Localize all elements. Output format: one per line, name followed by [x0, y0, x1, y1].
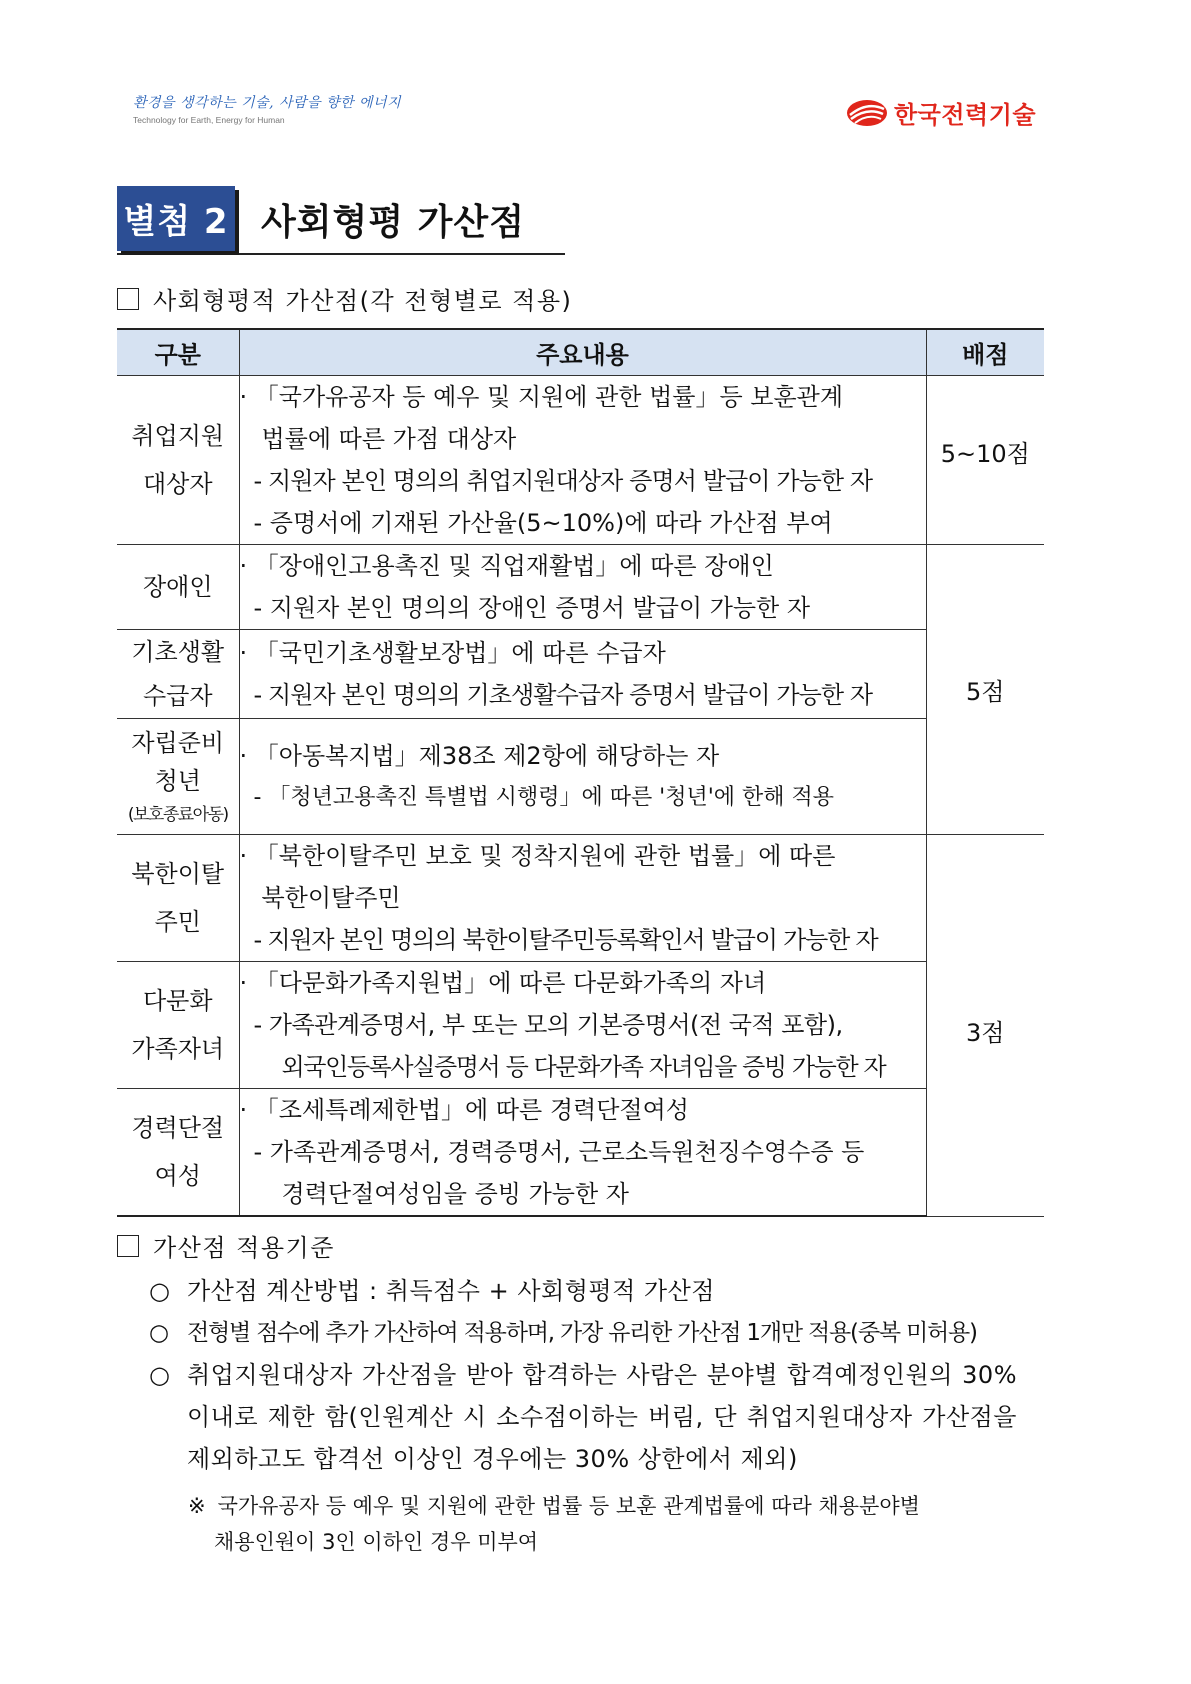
table-row	[117, 719, 1044, 835]
table-row	[117, 1089, 1044, 1217]
rule-text: 가산점 계산방법 : 취득점수 + 사회형평적 가산점	[187, 1277, 715, 1305]
category-line: 주민	[154, 908, 201, 936]
content-line: 북한이탈주민	[261, 884, 401, 912]
content-line: · 「아동복지법」제38조 제2항에 해당하는 자	[239, 741, 720, 770]
page-title	[117, 186, 565, 255]
list-item	[117, 1312, 1087, 1354]
category-line: 북한이탈	[131, 860, 225, 888]
circle-bullet-icon: ○	[149, 1361, 171, 1389]
note-line: 채용인원이 3인 이하인 경우 미부여	[214, 1530, 539, 1554]
category-line: 경력단절	[131, 1114, 225, 1142]
rule-text: 전형별 점수에 추가 가산하여 적용하며, 가장 유리한 가산점 1개만 적용(중복 미허용)	[187, 1320, 977, 1346]
row-category	[117, 545, 239, 630]
row-content	[239, 719, 926, 835]
section-heading-text: 사회형평적 가산점(각 전형별로 적용)	[153, 287, 573, 315]
rule-text: 취업지원대상자 가산점을 받아 합격하는 사람은 분야별 합격예정인원의 30% 이내로 제한 함(인원계산 시 소수점이하는 버림, 단 취업지원대상자 가산점을 제외하고도 합격선 이상인 경우에는 30% 상한에서 제외)	[187, 1361, 1017, 1473]
content-line: - 「청년고용촉진 특별법 시행령」에 따른 '청년'에 한해 적용	[253, 784, 835, 810]
content-line: 경력단절여성임을 증빙 가능한 자	[281, 1180, 629, 1208]
row-content	[239, 630, 926, 719]
slogan-block	[133, 92, 401, 125]
category-line: 다문화	[142, 987, 213, 1015]
footnote	[188, 1488, 1088, 1560]
content-line: · 「장애인고용촉진 및 직업재활법」에 따른 장애인	[239, 552, 774, 580]
content-line: - 가족관계증명서, 경력증명서, 근로소득원천징수영수증 등	[253, 1138, 865, 1166]
slogan: 환경을 생각하는 기술, 사람을 향한 에너지	[133, 95, 402, 111]
note-mark: ※	[188, 1494, 206, 1518]
header-score: 배점	[926, 329, 1044, 376]
category-line: 기초생활	[131, 638, 225, 666]
list-item	[117, 1354, 1017, 1480]
category-line: 수급자	[142, 682, 213, 710]
content-line: - 지원자 본인 명의의 장애인 증명서 발급이 가능한 자	[253, 594, 811, 622]
table-row	[117, 630, 1044, 719]
attachment-badge: 별첨 2	[117, 186, 235, 251]
row-category	[117, 719, 239, 835]
circle-bullet-icon: ○	[149, 1277, 171, 1305]
category-line: 장애인	[142, 573, 213, 601]
content-line: · 「다문화가족지원법」에 따른 다문화가족의 자녀	[239, 969, 767, 997]
category-line: 여성	[154, 1162, 201, 1190]
circle-bullet-icon: ○	[149, 1320, 168, 1346]
checkbox-icon	[117, 1235, 139, 1257]
row-score: 5~10점	[926, 376, 1044, 545]
content-line: 외국인등록사실증명서 등 다문화가족 자녀임을 증빙 가능한 자	[281, 1053, 886, 1081]
content-line: - 가족관계증명서, 부 또는 모의 기본증명서(전 국적 포함),	[253, 1011, 843, 1039]
logo-text: 한국전력기술	[894, 101, 1037, 129]
content-line: · 「국가유공자 등 예우 및 지원에 관한 법률」등 보훈관계	[239, 383, 844, 411]
row-score: 3점	[926, 835, 1044, 1217]
table-row	[117, 545, 1044, 630]
category-sub: (보호종료아동)	[127, 804, 228, 825]
row-content	[239, 835, 926, 962]
header-content: 주요내용	[239, 329, 926, 376]
slogan-english: Technology for Earth, Energy for Human	[133, 115, 285, 125]
category-line: 청년	[154, 766, 201, 795]
content-line: · 「북한이탈주민 보호 및 정착지원에 관한 법률」에 따른	[239, 842, 836, 870]
category-line: 취업지원	[131, 422, 225, 450]
note-line: 국가유공자 등 예우 및 지원에 관한 법률 등 보훈 관계법률에 따라 채용분야별	[217, 1494, 920, 1518]
row-category	[117, 630, 239, 719]
table-header-row	[117, 329, 1044, 376]
kepco-logo-icon	[846, 99, 888, 127]
company-logo	[846, 95, 1036, 130]
title-text: 사회형평 가산점	[261, 202, 525, 243]
row-category	[117, 962, 239, 1089]
bonus-table	[117, 328, 1044, 1217]
checkbox-icon	[117, 288, 139, 310]
row-content	[239, 545, 926, 630]
table-row	[117, 376, 1044, 545]
list-item	[117, 1270, 1087, 1312]
row-category	[117, 376, 239, 545]
table-row	[117, 835, 1044, 962]
content-line: - 증명서에 기재된 가산율(5~10%)에 따라 가산점 부여	[253, 509, 833, 537]
content-line: - 지원자 본인 명의의 기초생활수급자 증명서 발급이 가능한 자	[253, 681, 873, 709]
row-score: 5점	[926, 545, 1044, 835]
category-line: 자립준비	[131, 728, 225, 757]
row-content	[239, 1089, 926, 1217]
row-content	[239, 962, 926, 1089]
category-line: 가족자녀	[131, 1035, 225, 1063]
content-line: - 지원자 본인 명의의 북한이탈주민등록확인서 발급이 가능한 자	[253, 926, 878, 954]
section-heading-criteria	[117, 1228, 335, 1263]
row-content	[239, 376, 926, 545]
category-line: 대상자	[142, 470, 213, 498]
content-line: · 「국민기초생활보장법」에 따른 수급자	[239, 639, 666, 667]
row-category	[117, 835, 239, 962]
criteria-list	[117, 1270, 1087, 1480]
table-row	[117, 962, 1044, 1089]
content-line: · 「조세특례제한법」에 따른 경력단절여성	[239, 1096, 689, 1124]
content-line: - 지원자 본인 명의의 취업지원대상자 증명서 발급이 가능한 자	[253, 467, 873, 495]
header-category: 구분	[117, 329, 239, 376]
section-heading-bonus	[117, 281, 572, 316]
row-category	[117, 1089, 239, 1217]
section-heading-text: 가산점 적용기준	[153, 1234, 335, 1262]
content-line: 법률에 따른 가점 대상자	[261, 425, 517, 453]
